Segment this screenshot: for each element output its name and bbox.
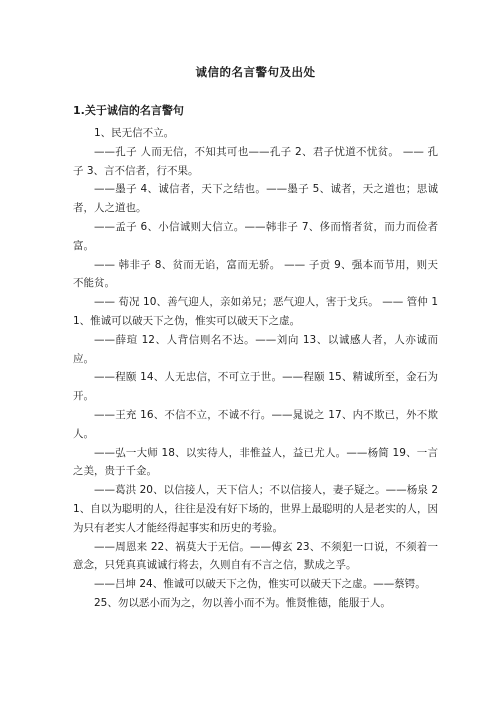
document-title: 诚信的名言警句及出处 [195, 65, 316, 79]
paragraph: ——周恩来 22、祸莫大于无信。——傅玄 23、不须犯一口说，不须着一意念，只凭真真诚诚行将去，久则自有不言之信，默成之孚。 [73, 540, 438, 572]
section-heading: 1.关于诚信的名言警句 [73, 104, 184, 117]
paragraph: ——墨子 4、诚信者，天下之结也。——墨子 5、诚者，天之道也；思诚者，人之道也。 [73, 183, 438, 215]
paragraph: ——吕坤 24、惟诚可以破天下之伪，惟实可以破天下之虚。——蔡锷。 [94, 578, 426, 591]
paragraph: ——孔子 人而无信，不知其可也——孔子 2、君子忧道不忧贫。 —— 孔子 3、言不信者，行不果。 [73, 145, 438, 177]
paragraph: ——王充 16、不信不立，不诚不行。——晁说之 17、内不欺已，外不欺人。 [73, 408, 438, 440]
paragraph: —— 韩非子 8、贫而无谄，富而无骄。 —— 子贡 9、强本而节用，则天不能贫。 [73, 258, 438, 290]
paragraph: ——程颐 14、人无忠信，不可立于世。——程颐 15、精诚所至，金石为开。 [73, 371, 438, 403]
paragraph: ——孟子 6、小信诚则大信立。——韩非子 7、侈而惰者贫，而力而俭者富。 [73, 220, 438, 252]
quote-list [73, 124, 438, 613]
paragraph: ——葛洪 20、以信接人，天下信人；不以信接人，妻子疑之。——杨泉 21、自以为聪明的人，往往是没有好下场的，世界上最聪明的人是老实的人，因为只有老实人才能经得起事实和历史的考验。 [73, 484, 438, 534]
paragraph: 25、勿以恶小而为之，勿以善小而不为。惟贤惟德，能服于人。 [94, 596, 391, 609]
paragraph: 1、民无信不立。 [94, 127, 175, 139]
paragraph: —— 荀况 10、善气迎人，亲如弟兄；恶气迎人，害于戈兵。 —— 管仲 11、惟诚可以破天下之伪，惟实可以破天下之虚。 [73, 296, 438, 327]
paragraph: ——薛瑄 12、人背信则名不达。——刘向 13、以诚感人者，人亦诚而应。 [73, 333, 438, 365]
paragraph: ——弘一大师 18、以实待人，非惟益人，益已尤人。——杨简 19、一言之美，贵于千金。 [73, 446, 438, 478]
